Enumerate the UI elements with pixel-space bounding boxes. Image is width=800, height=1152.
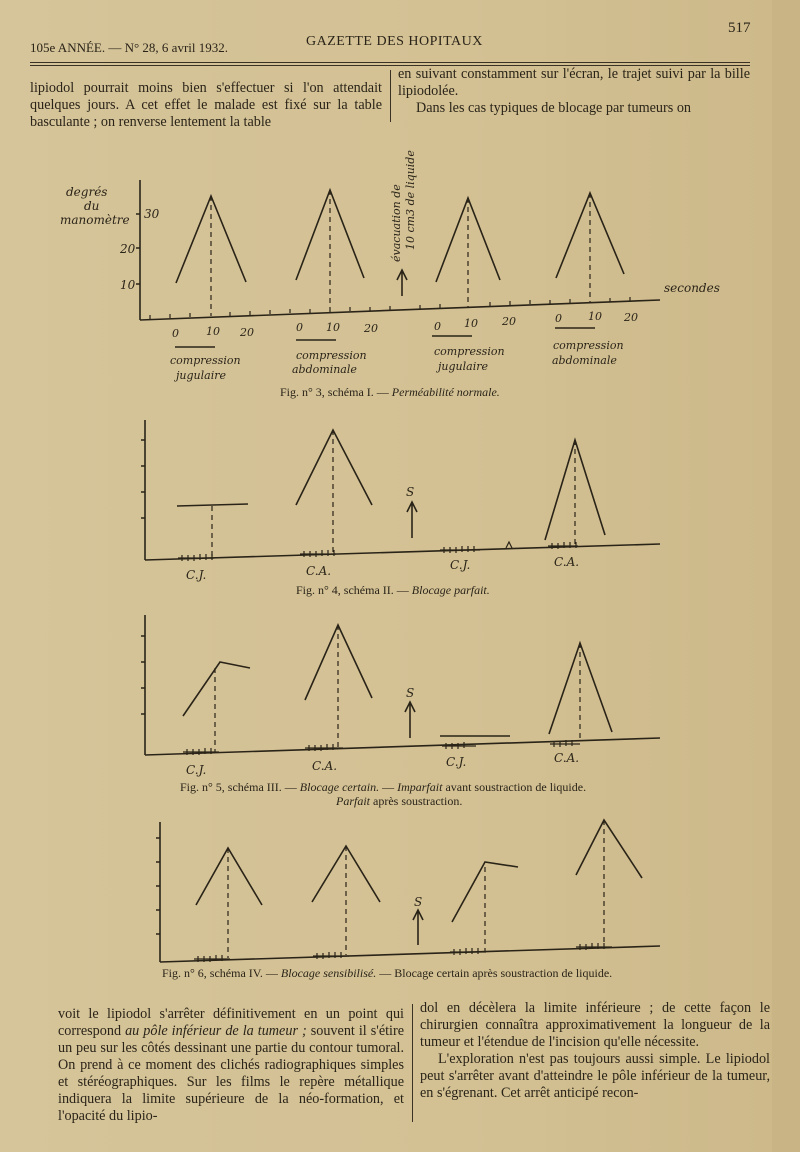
fig6-peak-3 xyxy=(576,820,642,878)
fig3-scale2-10: 10 xyxy=(326,321,340,334)
journal-title: GAZETTE DES HOPITAUX xyxy=(306,34,483,49)
figure-5 xyxy=(141,615,660,755)
fig3-ytick-30: 30 xyxy=(144,207,160,221)
fig3-caption xyxy=(280,385,500,400)
fig3-scale3-10: 10 xyxy=(464,317,478,330)
top-left-column: lipiodol pourrait moins bien s'effectuer si l'on attendait quelques jours. A cet effet le malade est fixé sur la table basculante ; on renverse lentement la table xyxy=(30,80,382,130)
fig5-label-2: C.A. xyxy=(312,759,338,773)
fig3-label-1-line1: compression xyxy=(170,354,241,367)
fig4-small-arrow xyxy=(506,542,512,548)
fig6-x-axis xyxy=(160,946,660,962)
fig3-ytick-20: 20 xyxy=(120,242,136,256)
issue-info: 105e ANNÉE. — N° 28, 6 avril 1932. xyxy=(30,40,229,55)
figure-4 xyxy=(141,420,660,561)
fig4-label-4: C.A. xyxy=(554,555,580,569)
fig3-scale1-20: 20 xyxy=(240,326,254,339)
fig5-label-1: C.J. xyxy=(186,763,207,777)
fig4-label-3: C.J. xyxy=(450,558,471,572)
fig5-label-4: C.A. xyxy=(554,751,580,765)
fig6-peak-1 xyxy=(196,848,262,905)
fig5-caption-line-1 xyxy=(180,780,586,795)
fig5-marker: S xyxy=(406,686,415,700)
bottom-left-emphasis: au pôle inférieur de la tumeur ; xyxy=(125,1023,307,1039)
fig4-x-axis xyxy=(145,544,660,560)
fig3-ytick-10: 10 xyxy=(120,278,136,292)
fig5-x-axis xyxy=(145,738,660,755)
fig5-arrow xyxy=(405,702,415,738)
fig5-partial-rise xyxy=(183,662,250,716)
fig3-scale1-10: 10 xyxy=(206,325,220,338)
fig3-scale3-20: 20 xyxy=(502,315,516,328)
fig5-caption-rest-2: après soustraction. xyxy=(373,794,463,808)
bottom-left-column xyxy=(58,1006,404,1125)
fig4-caption-title: Blocage parfait. xyxy=(411,583,490,597)
fig5-label-3: C.J. xyxy=(446,755,467,769)
fig3-label-1-line2: jugulaire xyxy=(176,369,226,382)
fig3-scale4-0: 0 xyxy=(555,312,562,325)
fig6-caption-title: Blocage sensibilisé. xyxy=(280,966,377,980)
fig3-scale4-20: 20 xyxy=(624,311,638,324)
fig3-label-3-line1: compression xyxy=(434,345,505,358)
fig5-caption-title-3: Parfait xyxy=(336,794,371,808)
fig3-ylabel-2: du xyxy=(84,199,100,213)
fig6-caption-prefix: Fig. n° 6, schéma IV. — xyxy=(162,966,278,980)
fig6-marker: S xyxy=(414,895,423,909)
fig6-caption-rest: — Blocage certain après soustraction de liquide. xyxy=(379,966,613,980)
fig4-hatch-ticks xyxy=(182,542,576,561)
fig4-label-1: C.J. xyxy=(186,568,207,582)
fig3-label-2-line2: abdominale xyxy=(292,363,357,376)
fig5-caption-dash: — xyxy=(382,780,395,794)
column-separator-bottom xyxy=(412,1004,413,1122)
fig3-scale3-0: 0 xyxy=(434,320,441,333)
bottom-right-paragraph-2: L'exploration n'est pas toujours aussi simple. Le lipiodol peut s'arrêter avant d'atteindre le pôle inférieur de la tumeur, en s'égrenant. Cet arrêt anticipé recon- xyxy=(420,1051,770,1101)
fig6-arrow xyxy=(413,910,423,945)
fig4-peak-1 xyxy=(296,430,372,505)
fig3-label-3-line2: jugulaire xyxy=(438,360,488,373)
fig3-vertical-note-2: 10 cm3 de liquide xyxy=(404,150,417,250)
fig3-scale1-0: 0 xyxy=(172,327,179,340)
fig5-caption-prefix: Fig. n° 5, schéma III. — xyxy=(180,780,297,794)
fig5-caption-title-1: Blocage certain. xyxy=(299,780,380,794)
fig4-arrow xyxy=(407,502,417,538)
bottom-left-text-1: voit le lipiodol s'arrêter définitivement en un point qui correspond xyxy=(58,1006,404,1039)
fig4-flat-line xyxy=(177,504,248,506)
fig3-caption-title: Perméabilité normale. xyxy=(391,385,500,399)
fig3-label-4-line2: abdominale xyxy=(552,354,617,367)
top-right-paragraph-1: en suivant constamment sur l'écran, le trajet suivi par la bille lipiodolée. xyxy=(398,66,750,99)
fig4-marker: S xyxy=(406,485,415,499)
fig3-xlabel: secondes xyxy=(664,281,720,295)
bottom-left-text-2: souvent il s'étire un peu sur les côtés dessinant une partie du contour tumoral. On prend à ce moment des clichés radiographiques simples et stéréographiques. Sur les films le repère métallique indiquera la limite supérieure de la néo-formation, et l'opacité du lipio- xyxy=(58,1023,405,1124)
fig3-scale4-10: 10 xyxy=(588,310,602,323)
fig5-caption-line-2 xyxy=(336,794,462,809)
fig3-label-2-line1: compression xyxy=(296,349,367,362)
fig3-x-axis xyxy=(140,300,660,320)
fig4-caption xyxy=(296,583,490,598)
fig3-caption-prefix: Fig. n° 3, schéma I. — xyxy=(280,385,389,399)
bottom-right-paragraph-1: dol en décèlera la limite inférieure ; de cette façon le chirurgien connaîtra approximativement la longueur de la tumeur et l'étendue de l'incision qu'elle nécessite. xyxy=(420,1000,770,1050)
fig5-caption-rest-1: avant soustraction de liquide. xyxy=(445,780,587,794)
fig5-caption-title-2: Imparfait xyxy=(397,780,443,794)
fig3-scale2-0: 0 xyxy=(296,321,303,334)
bottom-right-column xyxy=(420,1000,770,1102)
fig4-caption-prefix: Fig. n° 4, schéma II. — xyxy=(296,583,409,597)
top-right-paragraph-2: Dans les cas typiques de blocage par tumeurs on xyxy=(416,100,692,116)
fig3-arrow xyxy=(397,270,407,296)
fig5-hatch-bars xyxy=(183,744,580,752)
fig3-label-4-line1: compression xyxy=(553,339,624,352)
fig4-label-2: C.A. xyxy=(306,564,332,578)
fig3-ylabel-3: manomètre xyxy=(60,213,130,227)
fig6-caption xyxy=(162,966,612,981)
page-number: 517 xyxy=(728,20,751,36)
fig3-scale2-20: 20 xyxy=(364,322,378,335)
fig3-ylabel-1: degrés xyxy=(66,185,108,199)
figure-6 xyxy=(156,820,660,962)
fig3-vertical-note-1: évacuation de xyxy=(390,184,403,262)
